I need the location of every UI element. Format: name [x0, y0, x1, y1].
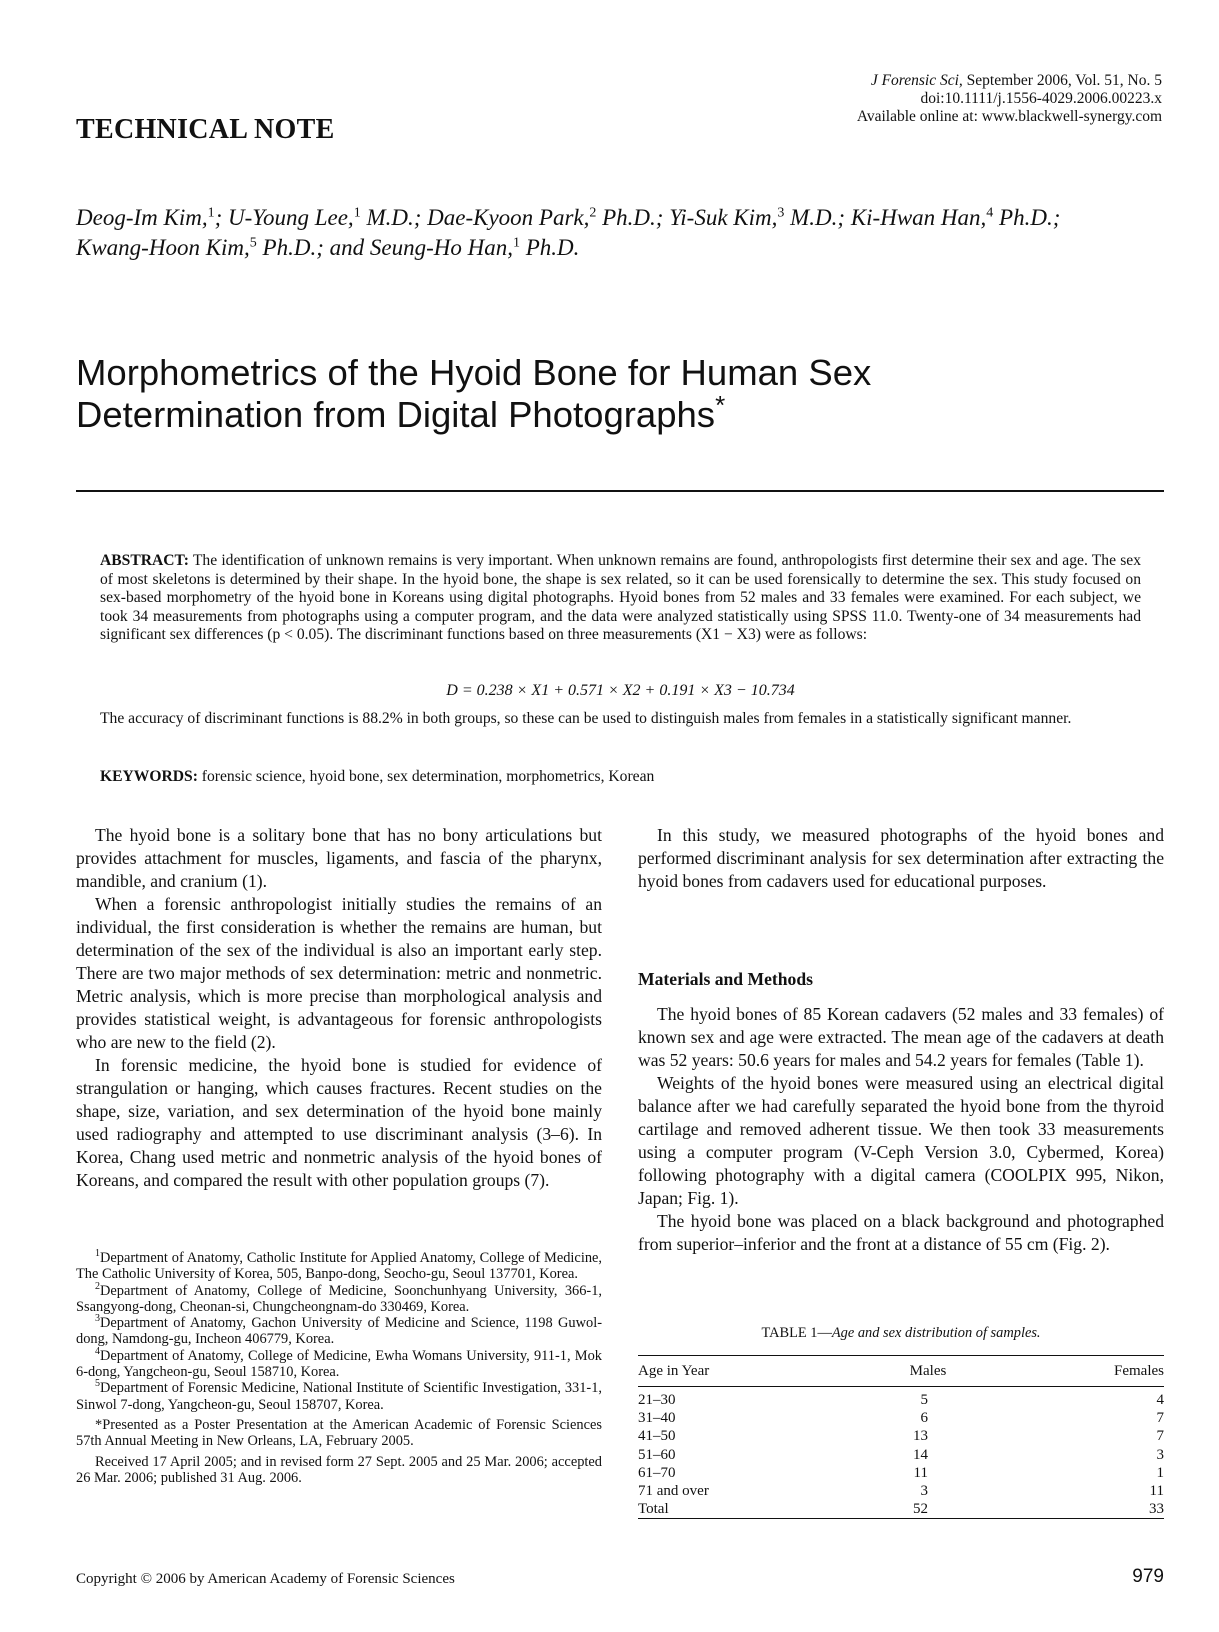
table-cell: 71 and over — [638, 1482, 709, 1499]
keywords — [100, 768, 1141, 786]
table-row — [638, 1500, 1164, 1518]
author-degree: Ph.D.; — [596, 205, 664, 230]
table-cell: 1 — [1156, 1464, 1164, 1481]
footnote-affiliation: $^1$Department of Anatomy, Catholic Institute for Applied Anatomy, College of Medicine, The Catholic University of Korea, 505, Banpo-dong, Seocho-gu, Seoul 137701, Korea. — [76, 1248, 602, 1283]
title-rule — [76, 490, 1164, 492]
table-cell: 13 — [913, 1428, 928, 1445]
table-cell: 31–40 — [638, 1410, 676, 1427]
author-name: and Seung-Ho Han, — [323, 235, 513, 260]
table-header-cell: Age in Year — [638, 1363, 710, 1379]
abstract-label: ABSTRACT: — [100, 552, 189, 569]
footnote-affiliation: $^2$Department of Anatomy, College of Medicine, Soonchunhyang University, 366-1, Ssangyong-dong, Cheonan-si, Chungcheongnam-do 330469, Korea. — [76, 1280, 602, 1315]
author-degree: ; — [214, 205, 223, 230]
table-cell: 7 — [1156, 1428, 1164, 1445]
body-paragraph: In forensic medicine, the hyoid bone is studied for evidence of strangulation or hanging, which causes fractures. Recent studies on the shape, size, variation, and sex determination of the hyoid bone mainly used radiography and attempted to use discriminant analysis (3–6). In Korea, Chang used metric and nonmetric analysis of the hyoid bones of Koreans, and compared the result with other population groups (7). — [76, 1055, 602, 1190]
table-header-cell: Males — [909, 1363, 947, 1379]
journal-citation: J Forensic Sci, September 2006, Vol. 51, No. 5 — [870, 72, 1162, 89]
journal-header — [700, 72, 1162, 126]
footnotes — [76, 1250, 602, 1486]
table-cell: 33 — [1149, 1501, 1164, 1518]
table-cell: 7 — [1156, 1410, 1164, 1427]
table-cell: 51–60 — [638, 1446, 676, 1463]
right-column-intro — [638, 824, 1164, 893]
body-paragraph: The hyoid bone is a solitary bone that has no bony articulations but provides attachment for muscles, ligaments, and fascia of the pharynx, mandible, and cranium (1). — [76, 825, 602, 891]
table-row — [638, 1391, 1164, 1409]
table-cell: 11 — [1149, 1482, 1164, 1499]
table-cell: 3 — [920, 1482, 928, 1499]
author-name: Ki-Hwan Han, — [845, 205, 987, 230]
footnote-presentation: *Presented as a Poster Presentation at the American Academic of Forensic Sciences 57th Annual Meeting in New Orleans, LA, February 2005. — [76, 1416, 602, 1450]
author-affiliation-mark: 1 — [512, 235, 520, 251]
table-cell: 21–30 — [638, 1392, 676, 1408]
abstract-conclusion: The accuracy of discriminant functions is 88.2% in both groups, so these can be used to distinguish males from females in a statistically significant manner. — [100, 710, 1072, 727]
table-cell: Total — [638, 1501, 669, 1518]
author-name: U-Young Lee, — [222, 205, 354, 230]
paper-title — [76, 352, 1076, 436]
right-column-methods — [638, 1003, 1164, 1256]
author-name: Dae-Kyoon Park, — [421, 205, 590, 230]
author-name: Kwang-Hoon Kim, — [76, 235, 250, 260]
page-number: 979 — [1132, 1566, 1164, 1587]
author-affiliation-mark: 1 — [353, 205, 361, 221]
author-name: Deog-Im Kim, — [76, 205, 208, 230]
journal-doi: doi:10.1111/j.1556-4029.2006.00223.x — [920, 90, 1162, 107]
table-age-sex — [638, 1355, 1164, 1519]
discriminant-equation: D = 0.238 × X1 + 0.571 × X2 + 0.191 × X3 − 10.734 — [446, 682, 795, 699]
table-cell: 6 — [920, 1410, 928, 1427]
section-label: TECHNICAL NOTE — [76, 114, 335, 145]
author-affiliation-mark: 2 — [589, 205, 597, 221]
body-paragraph: Weights of the hyoid bones were measured using an electrical digital balance after we had carefully separated the hyoid bone from the thyroid cartilage and removed adherent tissue. We then took 33 measurements using a computer program (V-Ceph Version 3.0, Cybermed, Korea) following photography with a digital camera (COOLPIX 995, Nikon, Japan; Fig. 1). — [638, 1073, 1164, 1208]
table-row — [638, 1464, 1164, 1482]
title-footnote-mark: * — [715, 389, 726, 420]
table-cell: 4 — [1156, 1392, 1164, 1408]
journal-online: Available online at: www.blackwell-synergy.com — [856, 108, 1162, 125]
body-paragraph: The hyoid bones of 85 Korean cadavers (52 males and 33 females) of known sex and age were extracted. The mean age of the cadavers at death was 52 years: 50.6 years for males and 54.2 years for females (Table 1). — [638, 1004, 1164, 1070]
author-degree: M.D.; — [784, 205, 846, 230]
author-line-2 — [76, 233, 1166, 263]
table-cell: 41–50 — [638, 1428, 676, 1445]
copyright: Copyright © 2006 by American Academy of Forensic Sciences — [76, 1571, 455, 1587]
title-line-2: Determination from Digital Photographs* — [76, 389, 726, 435]
author-affiliation-mark: 5 — [249, 235, 257, 251]
author-degree: Ph.D.; — [993, 205, 1061, 230]
left-column — [76, 824, 602, 1192]
table-cell: 14 — [913, 1446, 928, 1463]
body-paragraph: When a forensic anthropologist initially studies the remains of an individual, the first consideration is whether the remains are human, but determination of the sex of the individual is also an important early step. There are two major methods of sex determination: metric and nonmetric. Metric analysis, which is more precise than morphological analysis and provides statistical weight, is advantageous for forensic anthropologists who are new to the field (2). — [76, 894, 602, 1052]
table-header-row — [638, 1356, 1164, 1387]
table-caption: TABLE 1—Age and sex distribution of samples. — [761, 1325, 1041, 1341]
author-degree: Ph.D.; — [256, 235, 324, 260]
footnote-received: Received 17 April 2005; and in revised form 27 Sept. 2005 and 25 Mar. 2006; accepted 26 Mar. 2006; published 31 Aug. 2006. — [76, 1453, 602, 1486]
table-row — [638, 1409, 1164, 1427]
author-degree: M.D.; — [360, 205, 422, 230]
keywords-label: KEYWORDS: — [100, 768, 198, 785]
table-row — [638, 1427, 1164, 1445]
table-cell: 61–70 — [638, 1464, 676, 1481]
abstract — [100, 552, 1141, 645]
section-heading-materials-methods: Materials and Methods — [638, 969, 813, 989]
footnote-affiliation: $^3$Department of Anatomy, Gachon University of Medicine and Science, 1198 Guwol-dong, Namdong-gu, Incheon 406779, Korea. — [76, 1313, 602, 1348]
footnote-affiliation: $^4$Department of Anatomy, College of Medicine, Ewha Womans University, 911-1, Mok 6-dong, Yangcheon-gu, Seoul 158710, Korea. — [76, 1345, 602, 1381]
abstract-text: The identification of unknown remains is very important. When unknown remains are found, anthropologists first determine their sex and age. The sex of most skeletons is determined by their shape. In the hyoid bone, the shape is sex related, so it can be used forensically to determine the sex. This study focused on sex-based morphometry of the hyoid bone in Koreans using digital photographs. Hyoid bones from 52 males and 33 females were examined. For each subject, we took 34 measurements from photographs using a computer program, and the data were analyzed statistically using SPSS 11.0. Twenty-one of 34 measurements had significant sex differences (p < 0.05). The discriminant functions based on three measurements (X1 − X3) were as follows: — [100, 552, 1141, 644]
table-row — [638, 1446, 1164, 1464]
author-degree: Ph.D. — [519, 235, 580, 260]
table-cell: 52 — [913, 1501, 928, 1518]
body-paragraph: In this study, we measured photographs of the hyoid bones and performed discriminant analysis for sex determination after extracting the hyoid bones from cadavers used for educational purposes. — [638, 825, 1164, 891]
author-affiliation-mark: 1 — [207, 205, 215, 221]
footnote-affiliation: $^5$Department of Forensic Medicine, National Institute of Scientific Investigation, 331-1, Sinwol 7-dong, Yangcheon-gu, Seoul 158707, Korea. — [76, 1378, 602, 1413]
keywords-text: forensic science, hyoid bone, sex determination, morphometrics, Korean — [197, 768, 655, 785]
table-cell: 11 — [913, 1464, 928, 1481]
table-row — [638, 1482, 1164, 1500]
table-cell: 3 — [1156, 1446, 1164, 1463]
table-header-cell: Females — [1114, 1363, 1164, 1379]
title-line-1: Morphometrics of the Hyoid Bone for Human Sex — [76, 352, 872, 393]
author-affiliation-mark: 3 — [777, 205, 785, 221]
body-paragraph: The hyoid bone was placed on a black background and photographed from superior–inferior and the front at a distance of 55 cm (Fig. 2). — [638, 1211, 1164, 1254]
author-affiliation-mark: 4 — [986, 205, 994, 221]
table-cell: 5 — [920, 1392, 928, 1408]
author-line-1 — [76, 203, 1166, 233]
author-list — [76, 203, 1166, 263]
author-name: Yi-Suk Kim, — [663, 205, 778, 230]
